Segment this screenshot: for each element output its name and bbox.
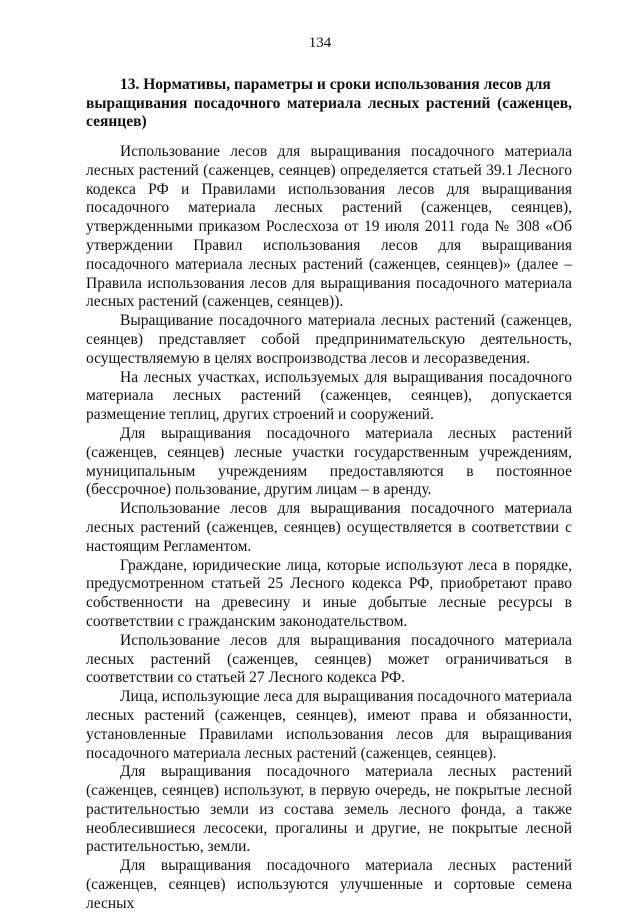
page-number: 134 [308, 35, 332, 51]
paragraph: Выращивание посадочного материала лесных растений (саженцев, сеянцев) представляет собой предпринимательскую деятельность, осуществляемую в целях воспроизводства лесов и лесоразведения. [86, 312, 572, 367]
body-text [86, 143, 572, 914]
paragraph: Для выращивания посадочного материала лесных растений (саженцев, сеянцев) лесные участки государственным учреждениям, муниципальным учреждениям предоставляются в постоянное (бессрочное) пользование, другим лицам – в аренду. [86, 424, 572, 499]
paragraph: На лесных участках, используемых для выращивания посадочного материала лесных растений (саженцев, сеянцев), допускается размещение теплиц, других строений и сооружений. [86, 368, 572, 424]
paragraph: Для выращивания посадочного материала лесных растений (саженцев, сеянцев) используются улучшенные и сортовые семена лесных [86, 857, 572, 912]
paragraph: Лица, использующие леса для выращивания посадочного материала лесных растений (саженцев, сеянцев), имеют права и обязанности, установленные Правилами использования лесов для выращивания посадочного материала лесных растений (саженцев, сеянцев). [86, 688, 572, 762]
paragraph: Использование лесов для выращивания посадочного материала лесных растений (саженцев, сеянцев) определяется статьей 39.1 Лесного кодекса РФ и Правилами использования лесов для выращивания посадочного материала лесных растений (саженцев, сеянцев), утвержденными приказом Рослесхоза от 19 июля 2011 года № 308 «Об утверждении Правил использования лесов для выращивания посадочного материала лесных растений (саженцев, сеянцев)» (далее – Правила использования лесов для выращивания посадочного материала лесных растений (саженцев, сеянцев)). [86, 143, 572, 311]
paragraph: Использование лесов для выращивания посадочного материала лесных растений (саженцев, сеянцев) может ограничиваться в соответствии со статьей 27 Лесного кодекса РФ. [86, 631, 572, 687]
section-heading [86, 76, 572, 132]
paragraph: Граждане, юридические лица, которые используют леса в порядке, предусмотренном статьей 25 Лесного кодекса РФ, приобретают право собственности на древесину и иные добытые лесные ресурсы в соответствии с гражданским законодательством. [86, 556, 572, 630]
paragraph: Для выращивания посадочного материала лесных растений (саженцев, сеянцев) используют, в первую очередь, не покрытые лесной растительностью земли из состава земель лесного фонда, а также необлесившиеся лесосеки, прогалины и другие, не покрытые лесной растительностью, земли. [86, 763, 572, 856]
section-heading-line-2: выращивания посадочного материала лесных растений (саженцев, сеянцев) [86, 94, 572, 130]
section-heading-line-1: 13. Нормативы, параметры и сроки использования лесов для [120, 76, 551, 93]
paragraph: Использование лесов для выращивания посадочного материала лесных растений (саженцев, сеянцев) осуществляется в соответствии с настоящим Регламентом. [86, 500, 572, 555]
